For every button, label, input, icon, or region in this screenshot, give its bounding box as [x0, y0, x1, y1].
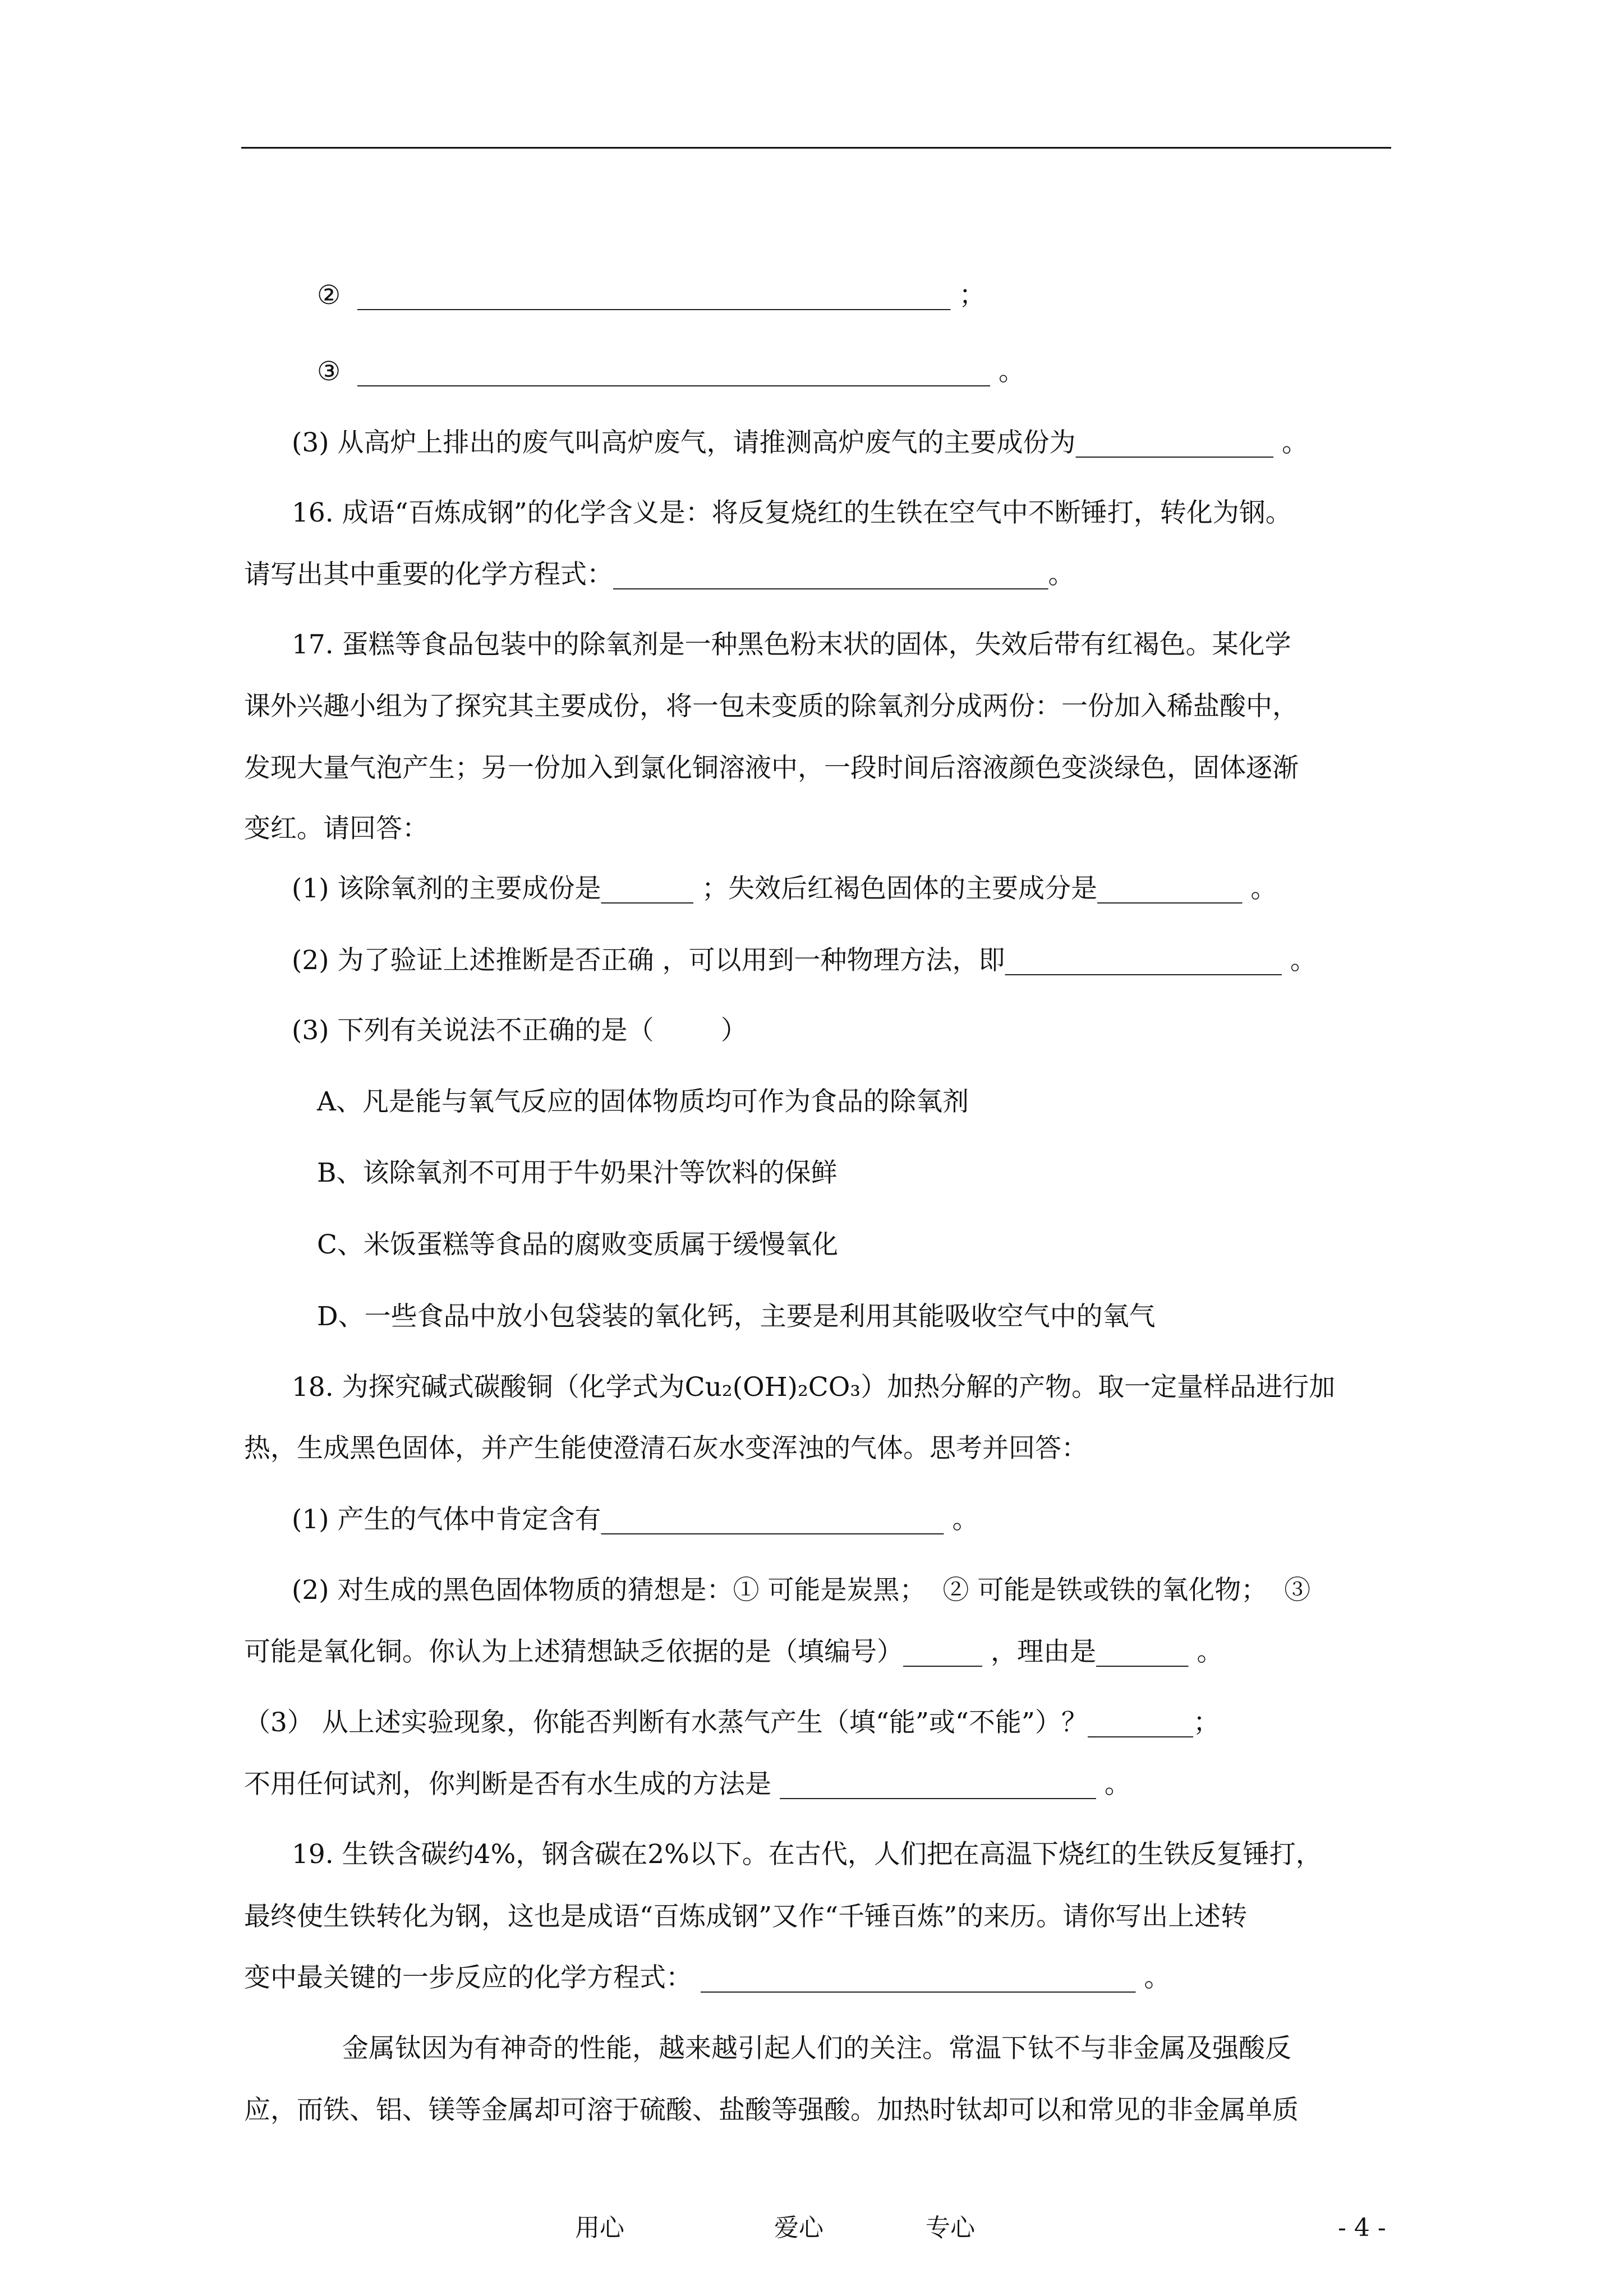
question-19-line-3: 变中最关键的一步反应的化学方程式： _________________________________ 。 [244, 1962, 1171, 1993]
text-line: ③ ________________________________________________ 。 [317, 356, 1025, 387]
question-18-line-1: 18. 为探究碱式碳酸铜（化学式为Cu₂(OH)₂CO₃）加热分解的产物。取一定量样品进行加 [292, 1372, 1336, 1403]
passage-line-2: 应，而铁、铝、镁等金属却可溶于硫酸、盐酸等强酸。加热时钛却可以和常见的非金属单质 [244, 2095, 1299, 2126]
question-17-line-3: 发现大量气泡产生；另一份加入到氯化铜溶液中，一段时间后溶液颜色变淡绿色，固体逐渐 [244, 753, 1299, 783]
question-17-part-1: (1) 该除氧剂的主要成份是_______ ；失效后红褐色固体的主要成分是___________ 。 [292, 873, 1277, 904]
option-c: C、米饭蛋糕等食品的腐败变质属于缓慢氧化 [317, 1229, 838, 1260]
question-17-part-3: (3) 下列有关说法不正确的是（ ） [292, 1015, 748, 1046]
option-d: D、一些食品中放小包袋装的氧化钙，主要是利用其能吸收空气中的氧气 [317, 1301, 1156, 1332]
question-17-line-4: 变红。请回答： [244, 813, 429, 844]
footer-middle-text: 爱心 [774, 2214, 823, 2242]
question-16-line-2: 请写出其中重要的化学方程式：_________________________________。 [244, 559, 1075, 590]
question-18-part-2-line-2: 可能是氧化铜。你认为上述猜想缺乏依据的是（填编号）______ ，理由是_______ 。 [244, 1636, 1223, 1667]
question-19-line-2: 最终使生铁转化为钢，这也是成语“百炼成钢”又作“千锤百炼”的来历。请你写出上述转 [244, 1901, 1248, 1932]
question-17-line-1: 17. 蛋糕等食品包装中的除氧剂是一种黑色粉末状的固体，失效后带有红褐色。某化学 [292, 629, 1291, 660]
question-18-part-3-line-2: 不用任何试剂，你判断是否有水生成的方法是 ________________________ 。 [244, 1769, 1131, 1800]
question-17-part-2: (2) 为了验证上述推断是否正确 ，可以用到一种物理方法，即_____________________ 。 [292, 945, 1317, 976]
option-a: A、凡是能与氧气反应的固体物质均可作为食品的除氧剂 [317, 1086, 969, 1117]
question-18-line-2: 热，生成黑色固体，并产生能使澄清石灰水变浑浊的气体。思考并回答： [244, 1433, 1088, 1464]
question-18-part-3-line-1: （3） 从上述实验现象，你能否判断有水蒸气产生（填“能”或“不能”）？________； [244, 1707, 1220, 1738]
footer-right-text: 专心 [926, 2214, 975, 2242]
text-line: ② _____________________________________________ ； [317, 280, 986, 311]
page-number: - 4 - [1338, 2214, 1386, 2242]
passage-line-1: 金属钛因为有神奇的性能，越来越引起人们的关注。常温下钛不与非金属及强酸反 [342, 2033, 1291, 2064]
question-17-line-2: 课外兴趣小组为了探究其主要成份，将一包未变质的除氧剂分成两份：一份加入稀盐酸中， [244, 691, 1299, 722]
question-16-line-1: 16. 成语“百炼成钢”的化学含义是：将反复烧红的生铁在空气中不断锤打，转化为钢。 [292, 497, 1292, 528]
question-18-part-1: (1) 产生的气体中肯定含有__________________________ 。 [292, 1504, 979, 1535]
option-b: B、该除氧剂不可用于牛奶果汁等饮料的保鲜 [317, 1158, 838, 1188]
question-19-line-1: 19. 生铁含碳约4%，钢含碳在2%以下。在古代，人们把在高温下烧红的生铁反复锤打， [292, 1839, 1322, 1870]
footer-left-text: 用心 [575, 2214, 624, 2242]
text-line: (3) 从高炉上排出的废气叫高炉废气，请推测高炉废气的主要成份为_______________ 。 [292, 427, 1308, 458]
question-18-part-2-line-1: (2) 对生成的黑色固体物质的猜想是：① 可能是炭黑； ② 可能是铁或铁的氧化物； ③ [292, 1575, 1311, 1606]
header-rule [241, 147, 1391, 149]
